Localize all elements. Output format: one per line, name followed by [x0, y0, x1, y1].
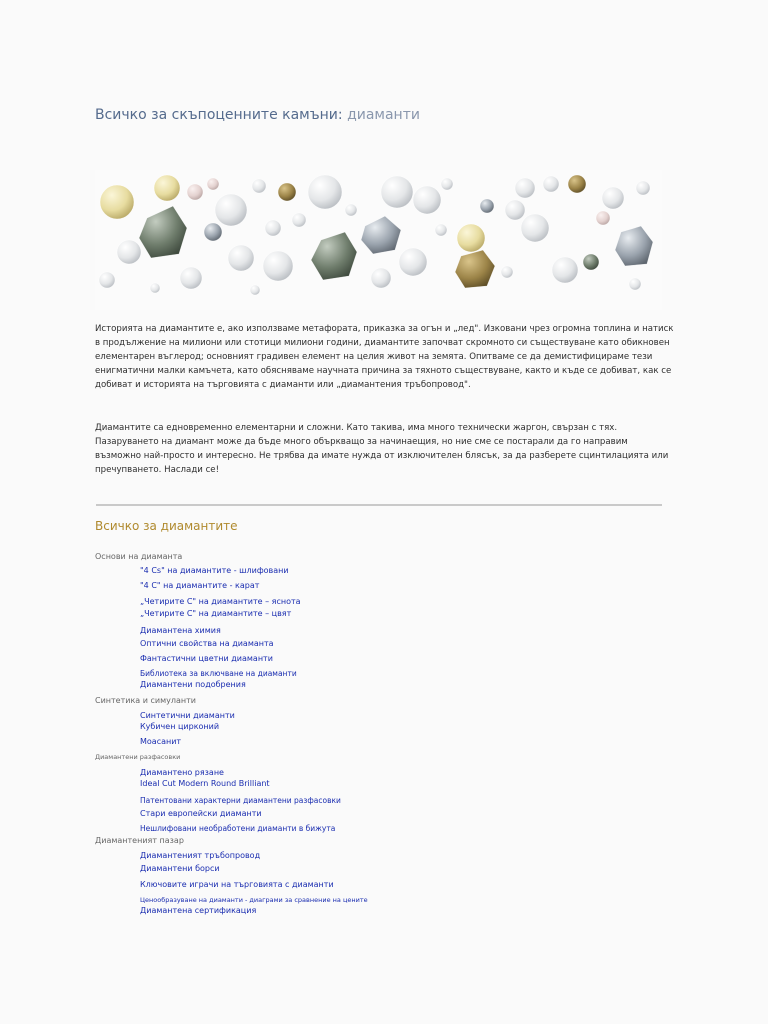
intro-paragraph-2: Диамантите са едновременно елементарни и сложни. Като такива, има много технически жаргон, свързан с тях. Пазаруването на диамант може да бъде много объркващо за начинаещия, но ние сме се постарали да го направим възможно най-просто и интересно. Не трябва да имате нужда от изключителен блясък, за да разберете сцинтилацията или пречупването. Наслади се! [95, 423, 669, 475]
link-diamond-pipeline[interactable]: Диамантеният тръбопровод [140, 851, 261, 860]
page-title-main: Всичко за скъпоценните камъни: [95, 107, 343, 123]
category-label-basics: Основи на диаманта [95, 552, 183, 561]
intro-paragraph-1: Историята на диамантите е, ако използваме метафората, приказка за огън и „лед". Изковани чрез огромна топлина и натиск в продължение на милиони или стотици милиони години, диамантите започват скромното си съществуване като обикновен елементарен въглерод; основният градивен елемент на целия живот на земята. Опитваме се да демистифицираме тези енигматични малки камъчета, като обясняваме научната причина за тяхното съществуване, както и къде се добиват, как се добиват и историята на търговията с диаманти или „диамантения тръбопровод". [95, 324, 674, 390]
link-certification[interactable]: Диамантена сертификация [140, 906, 257, 915]
link-ideal-cut[interactable]: Ideal Cut Modern Round Brilliant [140, 779, 270, 788]
link-synthetic-diamonds[interactable]: Синтетични диаманти [140, 711, 235, 720]
section-title: Всичко за диамантите [95, 519, 238, 533]
category-label-synthetics: Синтетика и симуланти [95, 696, 196, 705]
rough-diamonds-image [95, 170, 662, 310]
page-title-sub: диаманти [347, 107, 420, 123]
page-title [95, 107, 420, 123]
link-4cs-carat[interactable]: "4 C" на диамантите - карат [140, 581, 260, 590]
section-divider [96, 504, 662, 506]
link-cubic-zirconia[interactable]: Кубичен цирконий [140, 722, 220, 731]
link-optical-properties[interactable]: Оптични свойства на диаманта [140, 639, 274, 648]
link-diamond-chemistry[interactable]: Диамантена химия [140, 626, 221, 635]
link-4cs-color[interactable]: „Четирите С" на диамантите – цвят [140, 609, 292, 618]
link-inclusion-library[interactable]: Библиотека за включване на диаманти [140, 669, 297, 678]
link-enhancements[interactable]: Диамантени подобрения [140, 680, 246, 689]
link-diamond-cutting[interactable]: Диамантено рязане [140, 768, 224, 777]
link-patented-cuts[interactable]: Патентовани характерни диамантени разфасовки [140, 796, 341, 805]
category-label-cuts: Диамантени разфасовки [95, 753, 181, 761]
link-key-players[interactable]: Ключовите играчи на търговията с диаманти [140, 880, 334, 889]
link-price-charts[interactable]: Ценообразуване на диаманти - диаграми за сравнение на цените [140, 896, 368, 904]
link-moissanite[interactable]: Моасанит [140, 737, 182, 746]
link-old-european[interactable]: Стари европейски диаманти [140, 809, 262, 818]
link-4cs-cut[interactable]: "4 Cs" на диамантите - шлифовани [140, 566, 289, 575]
link-diamond-bourses[interactable]: Диамантени борси [140, 864, 220, 873]
link-uncut-rough[interactable]: Нешлифовани необработени диаманти в бижута [140, 824, 336, 833]
link-4cs-clarity[interactable]: „Четирите С" на диамантите – яснота [140, 597, 301, 606]
link-fancy-colored[interactable]: Фантастични цветни диаманти [140, 654, 273, 663]
category-label-market: Диамантеният пазар [95, 836, 184, 845]
